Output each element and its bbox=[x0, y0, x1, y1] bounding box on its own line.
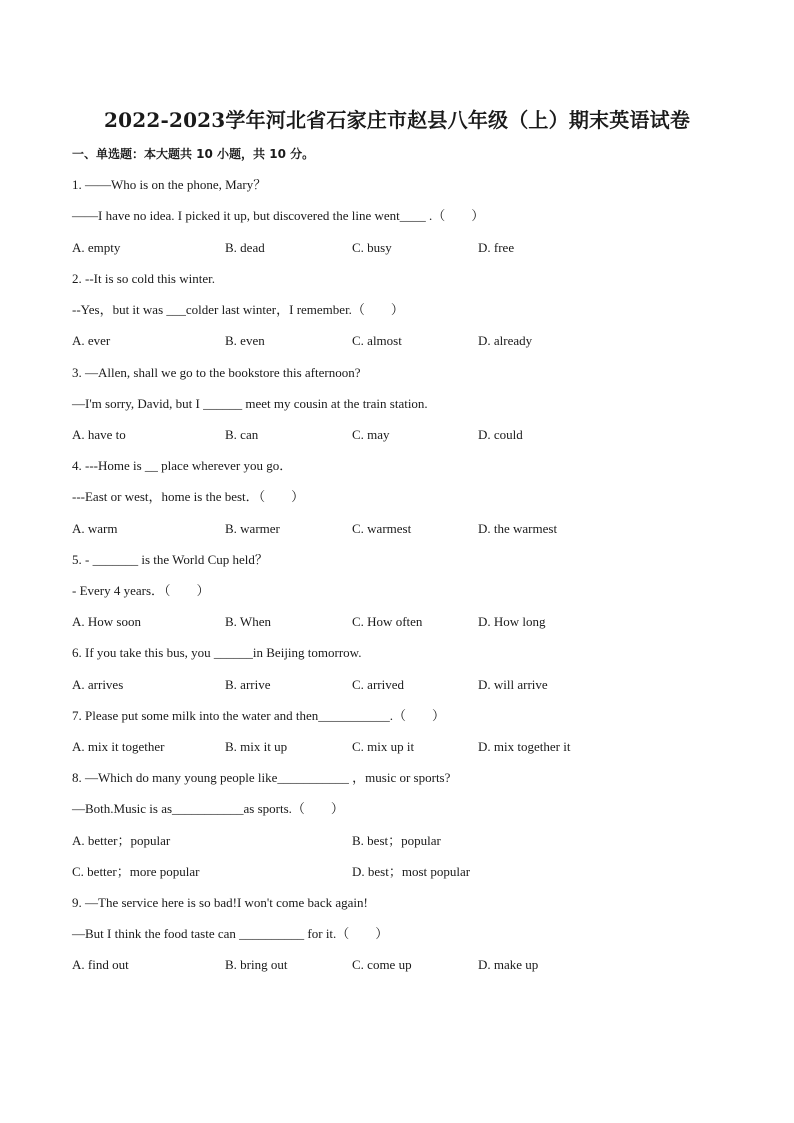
question-6-option-d: D. will arrive bbox=[478, 677, 548, 692]
question-8-option-c: C. better；more popular bbox=[72, 864, 200, 879]
question-4-option-a: A. warm bbox=[72, 521, 118, 536]
question-1-stem: 1. ——Who is on the phone, Mary？ bbox=[72, 177, 267, 192]
question-8-option-d: D. best；most popular bbox=[352, 864, 471, 879]
question-7-option-d: D. mix together it bbox=[478, 739, 571, 754]
question-1-option-d: D. free bbox=[478, 240, 515, 255]
exam-title: 2022-2023学年河北省石家庄市赵县八年级（上）期末英语试卷 bbox=[103, 108, 691, 132]
question-2-stem: 2. --It is so cold this winter. bbox=[72, 271, 215, 286]
question-1-reply: ——I have no idea. I picked it up, but discovered the line went____ .（ ） bbox=[72, 208, 485, 223]
question-2-option-c: C. almost bbox=[352, 333, 402, 348]
question-7-option-c: C. mix up it bbox=[352, 739, 415, 754]
question-6-option-c: C. arrived bbox=[352, 677, 404, 692]
question-4-reply: ---East or west，home is the best．（ ） bbox=[72, 489, 305, 504]
question-9-option-a: A. find out bbox=[72, 957, 129, 972]
question-2-option-b: B. even bbox=[225, 333, 265, 348]
question-1-option-a: A. empty bbox=[72, 240, 121, 255]
question-3-option-b: B. can bbox=[225, 427, 259, 442]
question-2-option-d: D. already bbox=[478, 333, 533, 348]
question-9-reply: —But I think the food taste can __________ for it.（ ） bbox=[72, 926, 389, 941]
question-4-option-b: B. warmer bbox=[225, 521, 280, 536]
question-6-option-b: B. arrive bbox=[225, 677, 271, 692]
question-5-option-c: C. How often bbox=[352, 614, 423, 629]
question-5-reply: - Every 4 years．（ ） bbox=[72, 583, 210, 598]
question-8-stem: 8. —Which do many young people like___________ ，music or sports? bbox=[72, 770, 451, 785]
question-2-reply: --Yes，but it was ___colder last winter，I remember.（ ） bbox=[72, 302, 404, 317]
question-7-option-a: A. mix it together bbox=[72, 739, 165, 754]
question-4-option-c: C. warmest bbox=[352, 521, 412, 536]
question-8-reply: —Both.Music is as___________as sports.（ ） bbox=[72, 801, 344, 816]
question-3-stem: 3. —Allen, shall we go to the bookstore this afternoon? bbox=[72, 365, 361, 380]
question-6-stem: 6. If you take this bus, you ______in Beijing tomorrow. bbox=[72, 645, 362, 660]
question-5-option-d: D. How long bbox=[478, 614, 546, 629]
question-3-reply: —I'm sorry, David, but I ______ meet my cousin at the train station. bbox=[72, 396, 428, 411]
question-5-option-b: B. When bbox=[225, 614, 271, 629]
question-3-option-a: A. have to bbox=[72, 427, 126, 442]
question-5-option-a: A. How soon bbox=[72, 614, 141, 629]
question-9-option-b: B. bring out bbox=[225, 957, 288, 972]
question-3-option-d: D. could bbox=[478, 427, 523, 442]
question-4-option-d: D. the warmest bbox=[478, 521, 558, 536]
question-4-stem: 4. ---Home is __ place wherever you go． bbox=[72, 458, 293, 473]
question-3-option-c: C. may bbox=[352, 427, 390, 442]
question-1-option-c: C. busy bbox=[352, 240, 392, 255]
question-9-option-d: D. make up bbox=[478, 957, 539, 972]
section-heading: 一、单选题：本大题共 10 小题，共 10 分。 bbox=[72, 147, 315, 161]
question-7-option-b: B. mix it up bbox=[225, 739, 288, 754]
question-8-option-a: A. better；popular bbox=[72, 833, 171, 848]
question-8-option-b: B. best；popular bbox=[352, 833, 441, 848]
question-2-option-a: A. ever bbox=[72, 333, 111, 348]
question-6-option-a: A. arrives bbox=[72, 677, 124, 692]
question-9-option-c: C. come up bbox=[352, 957, 412, 972]
question-5-stem: 5. - _______ is the World Cup held？ bbox=[72, 552, 268, 567]
question-7-stem: 7. Please put some milk into the water and then___________.（ ） bbox=[72, 708, 445, 723]
question-1-option-b: B. dead bbox=[225, 240, 265, 255]
question-9-stem: 9. —The service here is so bad!I won't come back again! bbox=[72, 895, 368, 910]
